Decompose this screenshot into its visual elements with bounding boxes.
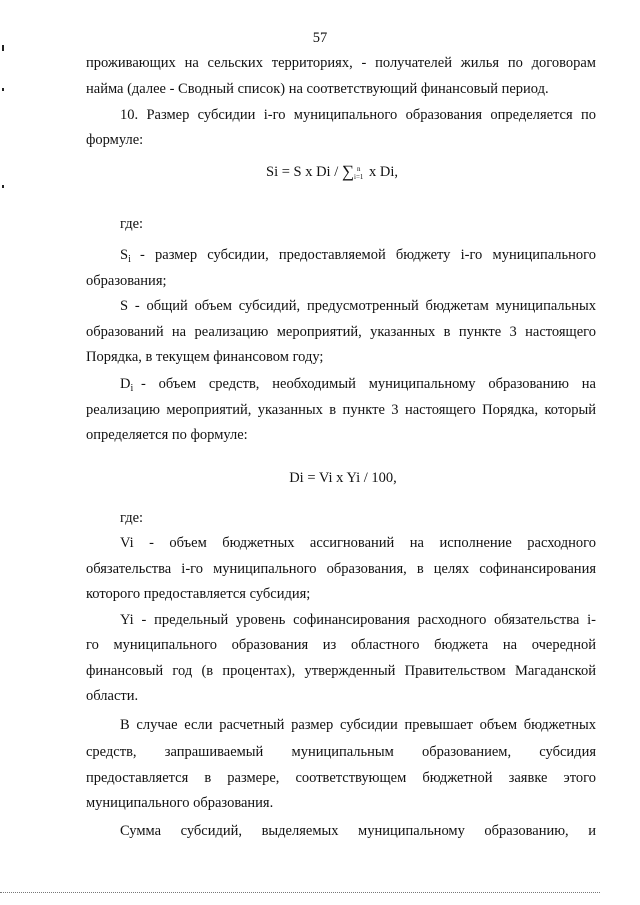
paragraph-line: проживающих на сельских территориях, - получателей жилья по договорам — [86, 55, 596, 71]
symbol-di-subscript: i — [130, 383, 134, 394]
paragraph-line: Порядка, в текущем финансовом году; — [86, 349, 324, 365]
page-number: 57 — [312, 30, 328, 46]
where-label: где: — [120, 510, 144, 526]
paragraph-line: определяется по формуле: — [86, 427, 248, 443]
sum-limits — [354, 165, 363, 181]
paragraph-line: финансовый год (в процентах), утвержденный Правительством Магаданской — [86, 663, 596, 679]
paragraph-line: формуле: — [86, 132, 144, 148]
paragraph-line: средств, запрашиваемый муниципальным образованием, субсидия — [86, 744, 596, 760]
sum-sign: ∑ — [341, 162, 354, 181]
paragraph-line: 10. Размер субсидии i-го муниципального образования определяется по — [120, 107, 596, 123]
formula-si — [266, 162, 398, 181]
paragraph-line: реализацию мероприятий, указанных в пункте 3 настоящего Порядка, который — [86, 402, 596, 418]
paragraph-line: - объем средств, необходимый муниципальному образованию на — [141, 376, 596, 392]
paragraph-line: Yi - предельный уровень софинансирования расходного обязательства i- — [120, 612, 596, 628]
paragraph-line: которого предоставляется субсидия; — [86, 586, 311, 602]
formula-si-lhs: Si = S x Di / — [266, 164, 342, 180]
paragraph-line: го муниципального образования из областного бюджета на очередной — [86, 637, 596, 653]
symbol-si-subscript: i — [128, 254, 131, 265]
paragraph-line: обязательства i-го муниципального образования, в целях софинансирования — [86, 561, 596, 577]
scan-edge-mark — [2, 185, 4, 188]
sum-upper-limit: n — [356, 164, 361, 173]
paragraph-line: Vi - объем бюджетных ассигнований на исполнение расходного — [120, 535, 596, 551]
paragraph-line: S - общий объем субсидий, предусмотренный бюджетам муниципальных — [120, 298, 596, 314]
where-label: где: — [120, 216, 144, 232]
paragraph-line: Сумма субсидий, выделяемых муниципальному образованию, и — [120, 823, 596, 839]
paragraph-line: В случае если расчетный размер субсидии превышает объем бюджетных — [120, 717, 596, 733]
paragraph-line: предоставляется в размере, соответствующем бюджетной заявке этого — [86, 770, 596, 786]
formula-si-rhs: x Di, — [365, 164, 399, 180]
symbol-si-main: S — [120, 247, 129, 263]
paragraph-line: образования; — [86, 273, 167, 289]
paragraph-line: образований на реализацию мероприятий, указанных в пункте 3 настоящего — [86, 324, 596, 340]
paragraph-line: найма (далее - Сводный список) на соответствующий финансовый период. — [86, 81, 549, 97]
paragraph-line: области. — [86, 688, 139, 704]
symbol-di-main: D — [120, 376, 131, 392]
formula-di: Di = Vi x Yi / 100, — [289, 470, 397, 486]
sum-lower-limit: i=1 — [354, 172, 364, 181]
paragraph-line: - размер субсидии, предоставляемой бюджету i-го муниципального — [140, 247, 596, 263]
paragraph-line: муниципального образования. — [86, 795, 274, 811]
scan-bottom-edge — [0, 892, 600, 893]
scan-edge-mark — [2, 88, 4, 91]
